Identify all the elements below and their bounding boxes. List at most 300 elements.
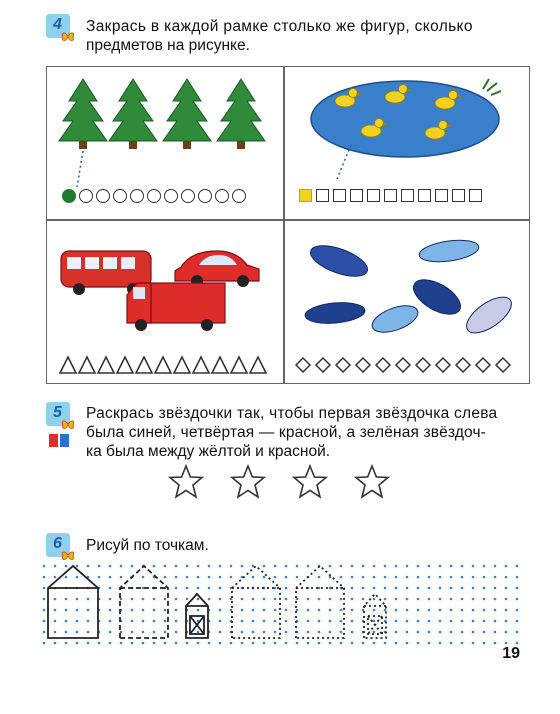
grid-dot [417, 565, 420, 568]
circle-shape[interactable] [130, 189, 144, 203]
grid-dot [285, 642, 288, 645]
triangle-shape [136, 357, 152, 373]
star-shape[interactable] [292, 464, 328, 500]
grid-dot [406, 642, 409, 645]
grid-dot [142, 576, 145, 579]
grid-dot [516, 598, 519, 601]
grid-dot [362, 598, 365, 601]
grid-dot [329, 609, 332, 612]
grid-dot [109, 642, 112, 645]
grid-dot [318, 587, 321, 590]
grid-dot [285, 620, 288, 623]
grid-dot [76, 642, 79, 645]
grid-dot [285, 587, 288, 590]
grid-dot [318, 642, 321, 645]
grid-dot [219, 620, 222, 623]
grid-dot [450, 565, 453, 568]
grid-dot [318, 576, 321, 579]
grid-dot [461, 587, 464, 590]
grid-dot [54, 598, 57, 601]
grid-dot [362, 642, 365, 645]
grid-dot [186, 587, 189, 590]
grid-dot [263, 642, 266, 645]
grid-dot [450, 642, 453, 645]
grid-dot [65, 598, 68, 601]
grid-dot [197, 631, 200, 634]
grid-dot [230, 598, 233, 601]
grid-dot [406, 587, 409, 590]
counting-grid [46, 66, 530, 384]
grid-dot [219, 631, 222, 634]
grid-dot [362, 576, 365, 579]
grid-dot [417, 587, 420, 590]
grid-dot [263, 565, 266, 568]
grid-dot [263, 598, 266, 601]
grid-dot [274, 620, 277, 623]
grid-dot [142, 587, 145, 590]
square-shape[interactable] [350, 189, 363, 202]
grid-dot [208, 642, 211, 645]
grid-dot [450, 620, 453, 623]
grid-dot [153, 642, 156, 645]
diamond-shape [316, 358, 330, 372]
grid-dot [76, 576, 79, 579]
grid-dot [516, 631, 519, 634]
grid-dot [373, 576, 376, 579]
grid-dot [252, 642, 255, 645]
grid-dot [131, 598, 134, 601]
grid-dot [505, 576, 508, 579]
star-shape[interactable] [168, 464, 204, 500]
instruction-line: Закрась в каждой рамке столько же фигур, сколько [86, 18, 473, 35]
grid-dot [87, 598, 90, 601]
grid-dot [263, 609, 266, 612]
grid-dot [153, 631, 156, 634]
diamond-shape [336, 358, 350, 372]
task-number: 5 [53, 404, 62, 421]
grid-dot [241, 609, 244, 612]
grid-dot [98, 642, 101, 645]
grid-dot [483, 631, 486, 634]
grid-dot [384, 576, 387, 579]
grid-dot [417, 620, 420, 623]
grid-dot [472, 642, 475, 645]
slipper-icon [307, 239, 372, 282]
grid-dot [186, 598, 189, 601]
grid-dot [109, 587, 112, 590]
square-shape[interactable] [384, 189, 397, 202]
fir-tree-icon [217, 79, 265, 149]
grid-dot [362, 587, 365, 590]
grid-dot [241, 598, 244, 601]
square-shape[interactable] [333, 189, 346, 202]
slipper-icon [369, 300, 422, 337]
grid-dot [65, 576, 68, 579]
grid-dot [340, 609, 343, 612]
square-shape[interactable] [452, 189, 465, 202]
task-5-badge [46, 402, 76, 436]
grid-dot [219, 587, 222, 590]
grid-dot [76, 565, 79, 568]
grid-dot [230, 576, 233, 579]
triangle-shape [117, 357, 133, 373]
square-shape[interactable] [401, 189, 414, 202]
grid-dot [274, 587, 277, 590]
task-6-instructions: Рисуй по точкам. [86, 537, 209, 554]
grid-dot [472, 598, 475, 601]
grid-dot [153, 565, 156, 568]
grid-dot [87, 565, 90, 568]
square-shape[interactable] [469, 189, 482, 202]
grid-dot [65, 609, 68, 612]
grid-dot [505, 620, 508, 623]
diamond-shape [476, 358, 490, 372]
grid-dot [483, 598, 486, 601]
task-5-instructions [86, 404, 532, 461]
grid-dot [98, 565, 101, 568]
grid-dot [131, 620, 134, 623]
grid-dot [230, 609, 233, 612]
grid-dot [120, 576, 123, 579]
grid-dot [274, 631, 277, 634]
grid-dot [516, 576, 519, 579]
triangle-shape [98, 357, 114, 373]
grid-dot [164, 620, 167, 623]
grid-dot [439, 576, 442, 579]
grid-dot [351, 642, 354, 645]
grid-dot [351, 609, 354, 612]
grid-dot [87, 620, 90, 623]
grid-dot [329, 587, 332, 590]
grid-dot [43, 576, 46, 579]
grid-dot [175, 631, 178, 634]
circle-shape[interactable] [96, 189, 110, 203]
grid-dot [494, 631, 497, 634]
grid-dot [362, 565, 365, 568]
triangle-shape [79, 357, 95, 373]
grid-dot [241, 620, 244, 623]
instruction-line: была синей, четвёртая — красной, а зелёная звёздоч- [86, 424, 486, 441]
slipper-icon [461, 290, 517, 339]
dot-drawing-area[interactable] [40, 560, 530, 650]
grid-dot [142, 609, 145, 612]
grid-dot [219, 609, 222, 612]
grid-dot [417, 598, 420, 601]
grid-dot [208, 576, 211, 579]
grid-dot [241, 642, 244, 645]
diamond-shape [356, 358, 370, 372]
grid-dot [494, 609, 497, 612]
grid-dot [164, 631, 167, 634]
grid-dot [252, 631, 255, 634]
grid-dot [285, 598, 288, 601]
car-icon [175, 251, 259, 287]
grid-dot [65, 631, 68, 634]
triangle-shape [250, 357, 266, 373]
grid-dot [252, 609, 255, 612]
grid-dot [472, 609, 475, 612]
grid-dot [428, 587, 431, 590]
grid-dot [153, 609, 156, 612]
slipper-icon [304, 300, 366, 325]
grid-dot [450, 631, 453, 634]
grid-dot [197, 598, 200, 601]
grid-dot [505, 598, 508, 601]
grid-dot [142, 642, 145, 645]
grid-dot [186, 565, 189, 568]
star-shape[interactable] [354, 464, 390, 500]
fir-tree-icon [59, 79, 107, 149]
triangles-row [59, 355, 273, 375]
grid-dot [439, 587, 442, 590]
grid-dot [516, 565, 519, 568]
grid-dot [472, 576, 475, 579]
grid-dot [395, 587, 398, 590]
circle-shape[interactable] [232, 189, 246, 203]
grid-dot [219, 598, 222, 601]
grid-dot [76, 620, 79, 623]
grid-dot [351, 565, 354, 568]
dotted-pointer [77, 151, 83, 187]
grid-dot [351, 576, 354, 579]
grid-dot [307, 620, 310, 623]
diamond-shape [496, 358, 510, 372]
grid-dot [384, 598, 387, 601]
grid-dot [87, 631, 90, 634]
grid-dot [505, 565, 508, 568]
grid-dot [54, 609, 57, 612]
triangle-shape [155, 357, 171, 373]
grid-dot [175, 598, 178, 601]
grid-dot [483, 565, 486, 568]
grid-dot [417, 631, 420, 634]
grid-dot [516, 620, 519, 623]
grid-dot [340, 620, 343, 623]
grid-dot [406, 565, 409, 568]
grid-dot [43, 587, 46, 590]
grid-dot [197, 587, 200, 590]
circle-shape[interactable] [198, 189, 212, 203]
grid-dot [329, 598, 332, 601]
grid-dot [131, 609, 134, 612]
grid-dot [439, 620, 442, 623]
grid-dot [373, 598, 376, 601]
grid-dot [483, 642, 486, 645]
grid-dot [395, 576, 398, 579]
grid-dot [164, 642, 167, 645]
grid-dot [417, 576, 420, 579]
triangle-shape [174, 357, 190, 373]
grid-dot [274, 642, 277, 645]
grid-dot [285, 576, 288, 579]
grid-dot [461, 598, 464, 601]
grid-dot [296, 609, 299, 612]
grid-dot [395, 631, 398, 634]
grid-dot [439, 565, 442, 568]
grid-dot [131, 565, 134, 568]
grid-dot [274, 598, 277, 601]
grid-dot [164, 576, 167, 579]
circle-shape[interactable] [113, 189, 127, 203]
grid-dot [450, 587, 453, 590]
grid-dot [120, 642, 123, 645]
circle-shape[interactable] [164, 189, 178, 203]
grid-dot [406, 598, 409, 601]
diamonds-row [295, 357, 519, 373]
grid-dot [494, 576, 497, 579]
grid-dot [230, 642, 233, 645]
grid-dot [43, 609, 46, 612]
cell-trees [47, 67, 283, 219]
cell-slippers [285, 221, 531, 385]
fir-tree-icon [163, 79, 211, 149]
grid-dot [263, 576, 266, 579]
grid-dot [120, 631, 123, 634]
grid-dot [428, 609, 431, 612]
grid-dot [516, 587, 519, 590]
grid-dot [351, 620, 354, 623]
grid-dot [318, 609, 321, 612]
diamond-shape [296, 358, 310, 372]
grid-dot [406, 631, 409, 634]
grid-dot [307, 642, 310, 645]
grid-dot [483, 587, 486, 590]
grid-dot [307, 598, 310, 601]
square-shape[interactable] [418, 189, 431, 202]
grid-dot [76, 609, 79, 612]
grid-dot [483, 609, 486, 612]
butterfly-icon [60, 28, 76, 44]
grid-dot [461, 631, 464, 634]
triangle-shape [193, 357, 209, 373]
grid-dot [263, 631, 266, 634]
grid-dot [131, 631, 134, 634]
grid-dot [439, 609, 442, 612]
grid-dot [186, 576, 189, 579]
grid-dot [197, 565, 200, 568]
square-shape[interactable] [435, 189, 448, 202]
grid-dot [472, 587, 475, 590]
triangle-shape [231, 357, 247, 373]
grid-dot [373, 620, 376, 623]
grid-dot [318, 620, 321, 623]
grid-dot [252, 598, 255, 601]
grid-dot [164, 609, 167, 612]
grid-dot [428, 620, 431, 623]
grid-dot [461, 576, 464, 579]
grid-dot [395, 642, 398, 645]
page-number: 19 [502, 645, 520, 662]
grid-dot [450, 598, 453, 601]
grid-dot [395, 620, 398, 623]
grid-dot [472, 631, 475, 634]
grid-dot [87, 642, 90, 645]
grid-dot [241, 631, 244, 634]
circles-row [62, 189, 249, 203]
fir-tree-icon [109, 79, 157, 149]
slippers-illustration [299, 231, 519, 343]
cell-vehicles [47, 221, 283, 385]
grid-dot [54, 565, 57, 568]
grid-dot [384, 609, 387, 612]
grid-dot [362, 609, 365, 612]
square-shape[interactable] [299, 189, 312, 202]
grid-dot [274, 565, 277, 568]
circle-shape[interactable] [147, 189, 161, 203]
grid-dot [241, 565, 244, 568]
grid-dot [439, 631, 442, 634]
grid-dot [65, 642, 68, 645]
grid-dot [428, 642, 431, 645]
butterfly-icon [60, 416, 76, 432]
grid-dot [428, 565, 431, 568]
grid-dot [43, 620, 46, 623]
reeds-icon [483, 79, 501, 95]
grid-dot [219, 642, 222, 645]
grid-dot [142, 598, 145, 601]
circle-shape[interactable] [79, 189, 93, 203]
grid-dot [373, 565, 376, 568]
grid-dot [153, 620, 156, 623]
square-shape[interactable] [316, 189, 329, 202]
grid-dot [351, 631, 354, 634]
grid-dot [417, 609, 420, 612]
grid-dot [208, 598, 211, 601]
instruction-line: Раскрась звёздочки так, чтобы первая звёздочка слева [86, 405, 498, 422]
grid-dot [87, 609, 90, 612]
grid-dot [483, 576, 486, 579]
grid-dot [461, 565, 464, 568]
grid-dot [197, 642, 200, 645]
circle-shape[interactable] [62, 189, 76, 203]
grid-dot [494, 565, 497, 568]
grid-dot [120, 565, 123, 568]
grid-dot [43, 598, 46, 601]
grid-dot [197, 576, 200, 579]
truck-icon [127, 283, 225, 331]
grid-dot [516, 642, 519, 645]
grid-dot [494, 598, 497, 601]
grid-dot [494, 587, 497, 590]
grid-dot [307, 565, 310, 568]
grid-dot [54, 642, 57, 645]
grid-dot [439, 642, 442, 645]
grid-dot [263, 620, 266, 623]
instruction-line: ка была между жёлтой и красной. [86, 443, 331, 460]
grid-dot [516, 609, 519, 612]
triangle-shape [60, 357, 76, 373]
grid-dot [285, 609, 288, 612]
grid-dot [296, 565, 299, 568]
grid-dot [406, 620, 409, 623]
grid-dot [131, 642, 134, 645]
grid-dot [109, 609, 112, 612]
grid-dot [461, 609, 464, 612]
grid-dot [175, 576, 178, 579]
circle-shape[interactable] [215, 189, 229, 203]
grid-dot [120, 598, 123, 601]
grid-dot [384, 642, 387, 645]
grid-dot [439, 598, 442, 601]
grid-dot [274, 609, 277, 612]
circle-shape[interactable] [181, 189, 195, 203]
grid-dot [54, 620, 57, 623]
grid-dot [98, 576, 101, 579]
square-shape[interactable] [367, 189, 380, 202]
star-shape[interactable] [230, 464, 266, 500]
grid-dot [153, 598, 156, 601]
grid-dot [285, 565, 288, 568]
